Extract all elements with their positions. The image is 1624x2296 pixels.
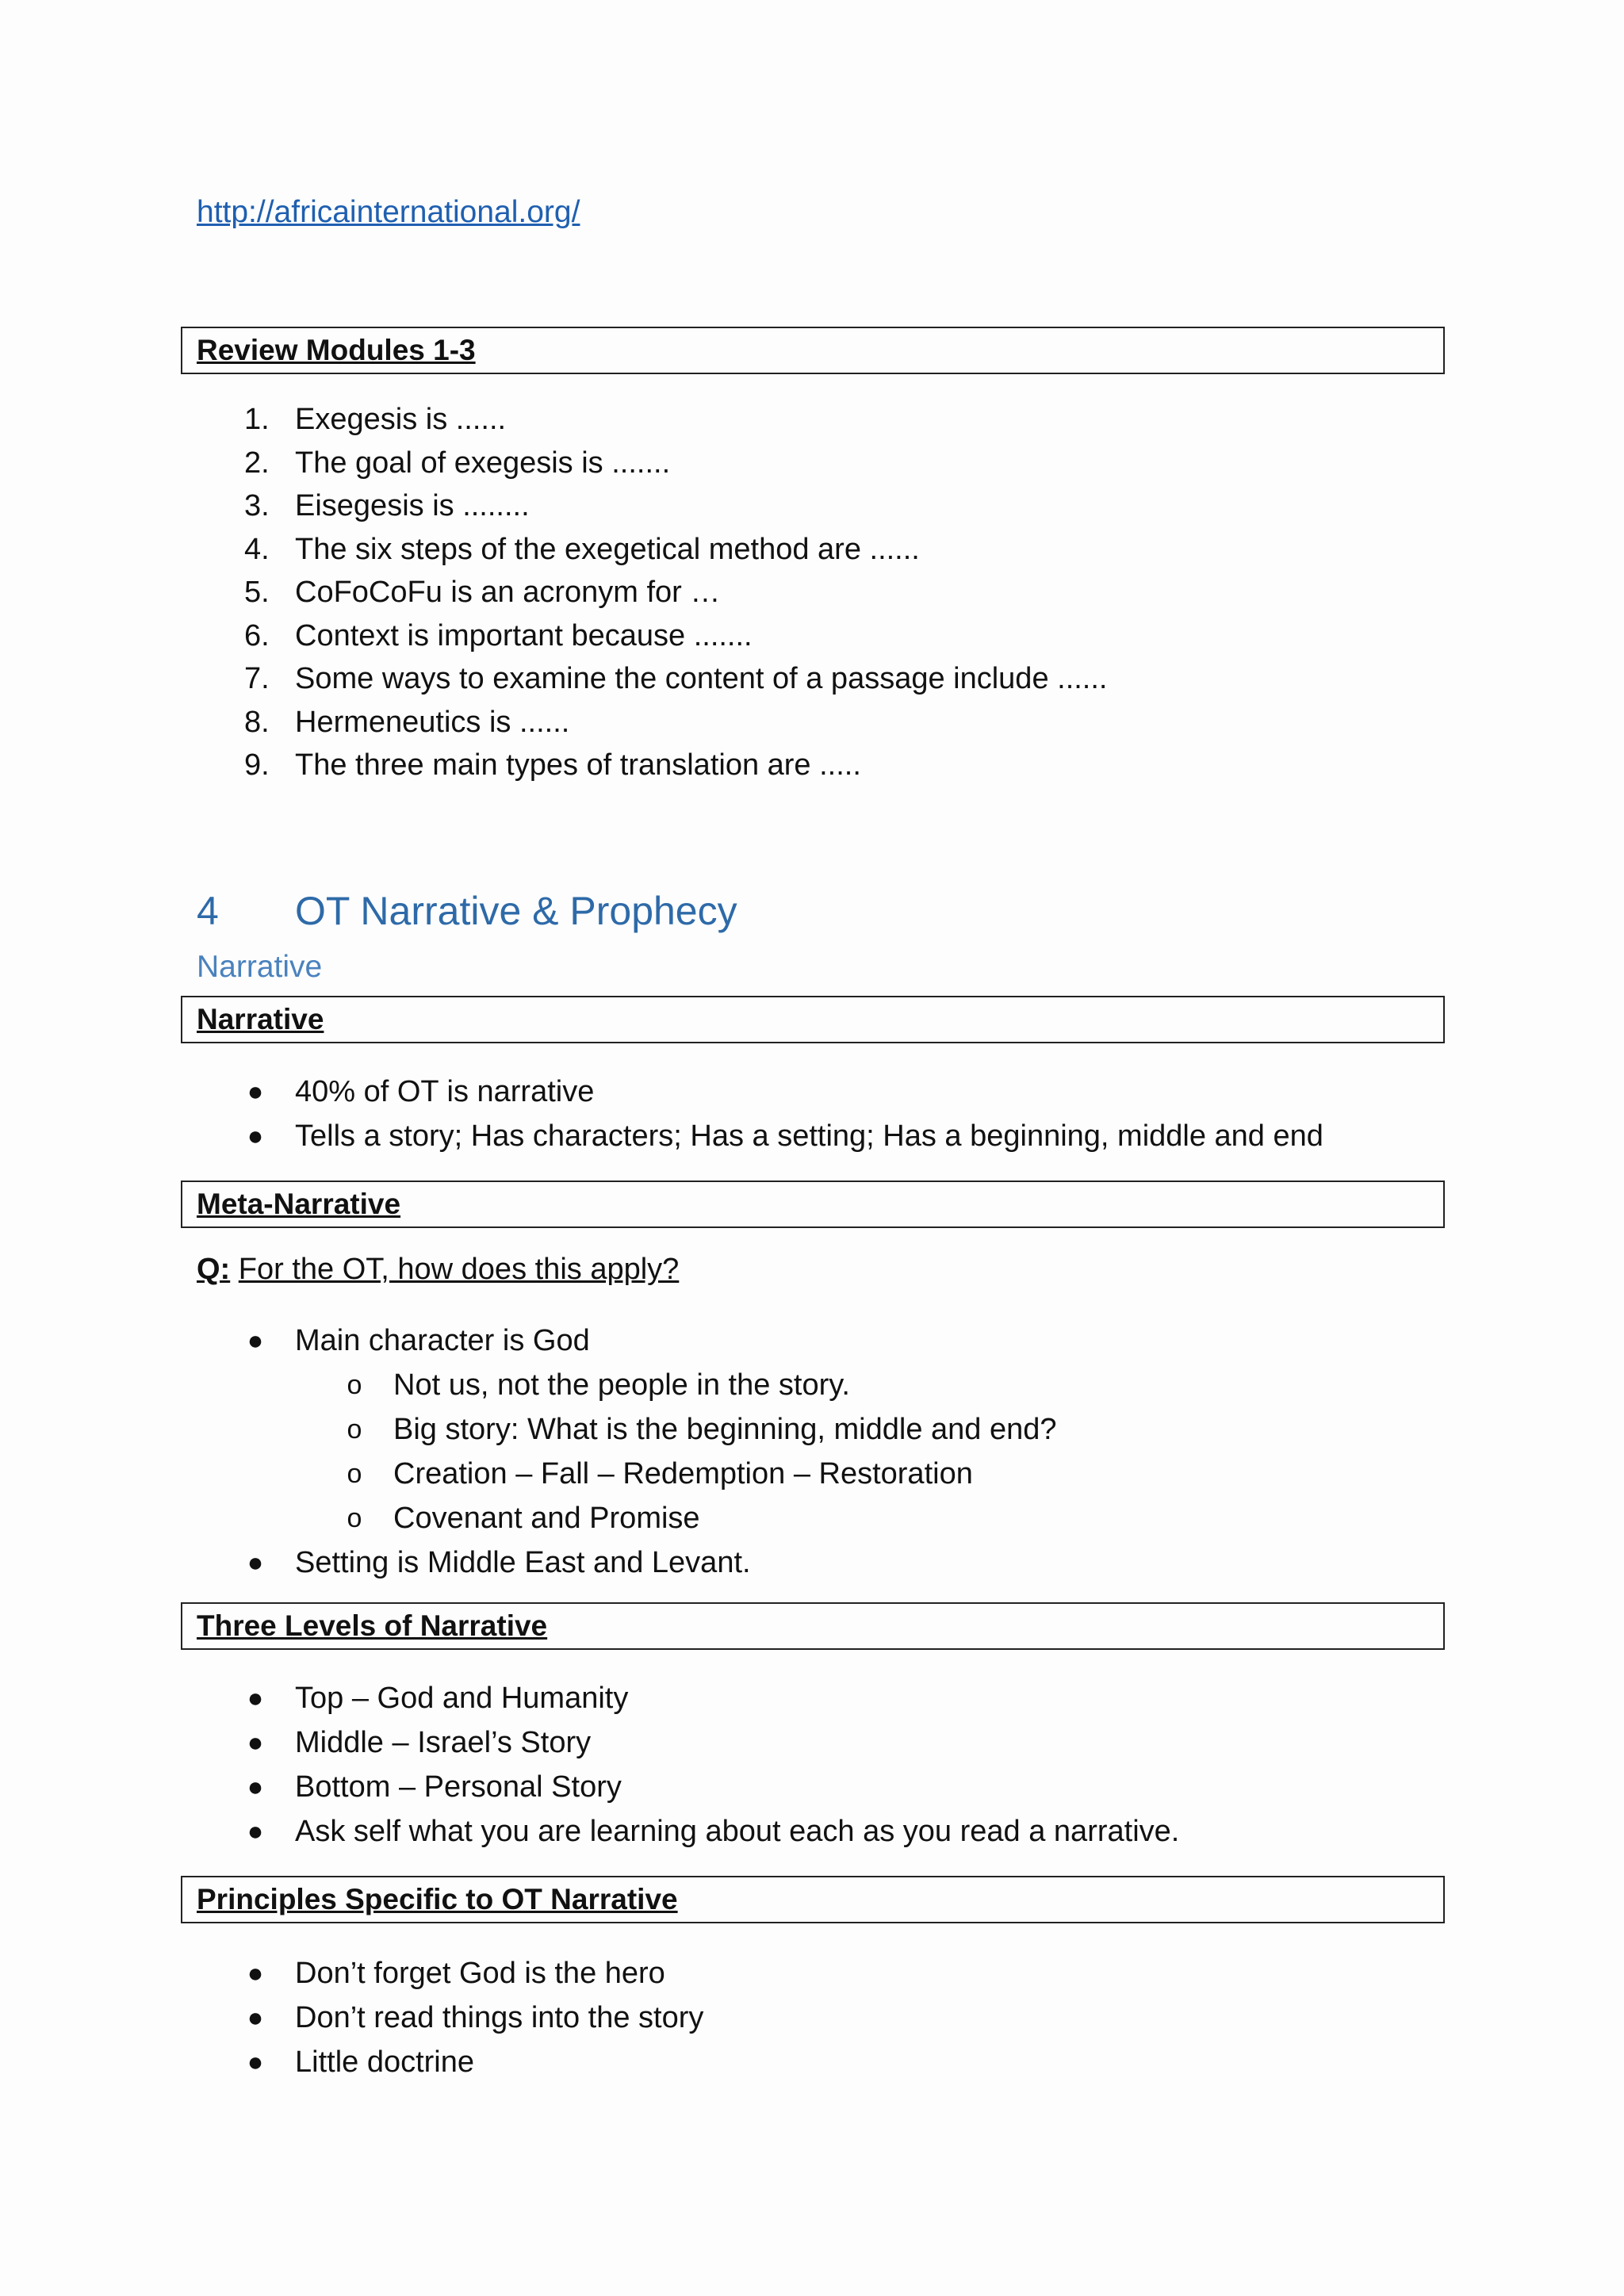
document-page: http://africainternational.org/ Review Modules 1-3 1. Exegesis is ...... 2. The goal of exegesis is ....... 3. Eisegesis is ........ 4. The six steps of the exegetical method are ...... 5. CoFoCoFu is an acronym for … 6. Context is important because ....... 7. Some ways to examine the content of a passage include ...... 8. Hermeneutics is ...... 9. The three main types of translation are ..... 4 OT Narrative & Prophecy Narrative Narrative ● 40% of OT is narrative ● Tells a story; Has characters; Has a setting; Has a beginning, middle and end Meta-Narrative Q: For the OT, how does this apply? ● Main character is God o Not us, not the people in the story. o Big story: What is the beginning, middle and end? o Creation – Fall – Redemption – Restoration o Covenant and Promise ● Setting is Middle East and Levant. Three Levels of Narrative ● Top – God and Humanity ● Middle – Israel’s Story ● Bottom – Personal Story ● Ask self what you are learning about each as you read a narrative. Principles Specific to OT Narrative ● Don’t forget God is the hero ● Don’t read things into the story ● Little doctrine (0, 0, 1624, 2296)
question-line (197, 1253, 679, 1287)
chapter-number: 4 (197, 889, 219, 933)
africa-international-link[interactable]: http://africainternational.org/ (197, 195, 580, 229)
narrative-heading: Narrative (181, 996, 1445, 1043)
principles-heading: Principles Specific to OT Narrative (181, 1876, 1445, 1923)
question-text: For the OT, how does this apply? (238, 1253, 680, 1286)
section-subheading: Narrative (197, 950, 323, 984)
chapter-title: OT Narrative & Prophecy (295, 889, 737, 933)
question-label: Q: (197, 1253, 231, 1286)
meta-narrative-heading: Meta-Narrative (181, 1181, 1445, 1228)
review-modules-heading: Review Modules 1-3 (181, 327, 1445, 374)
three-levels-heading: Three Levels of Narrative (181, 1602, 1445, 1650)
